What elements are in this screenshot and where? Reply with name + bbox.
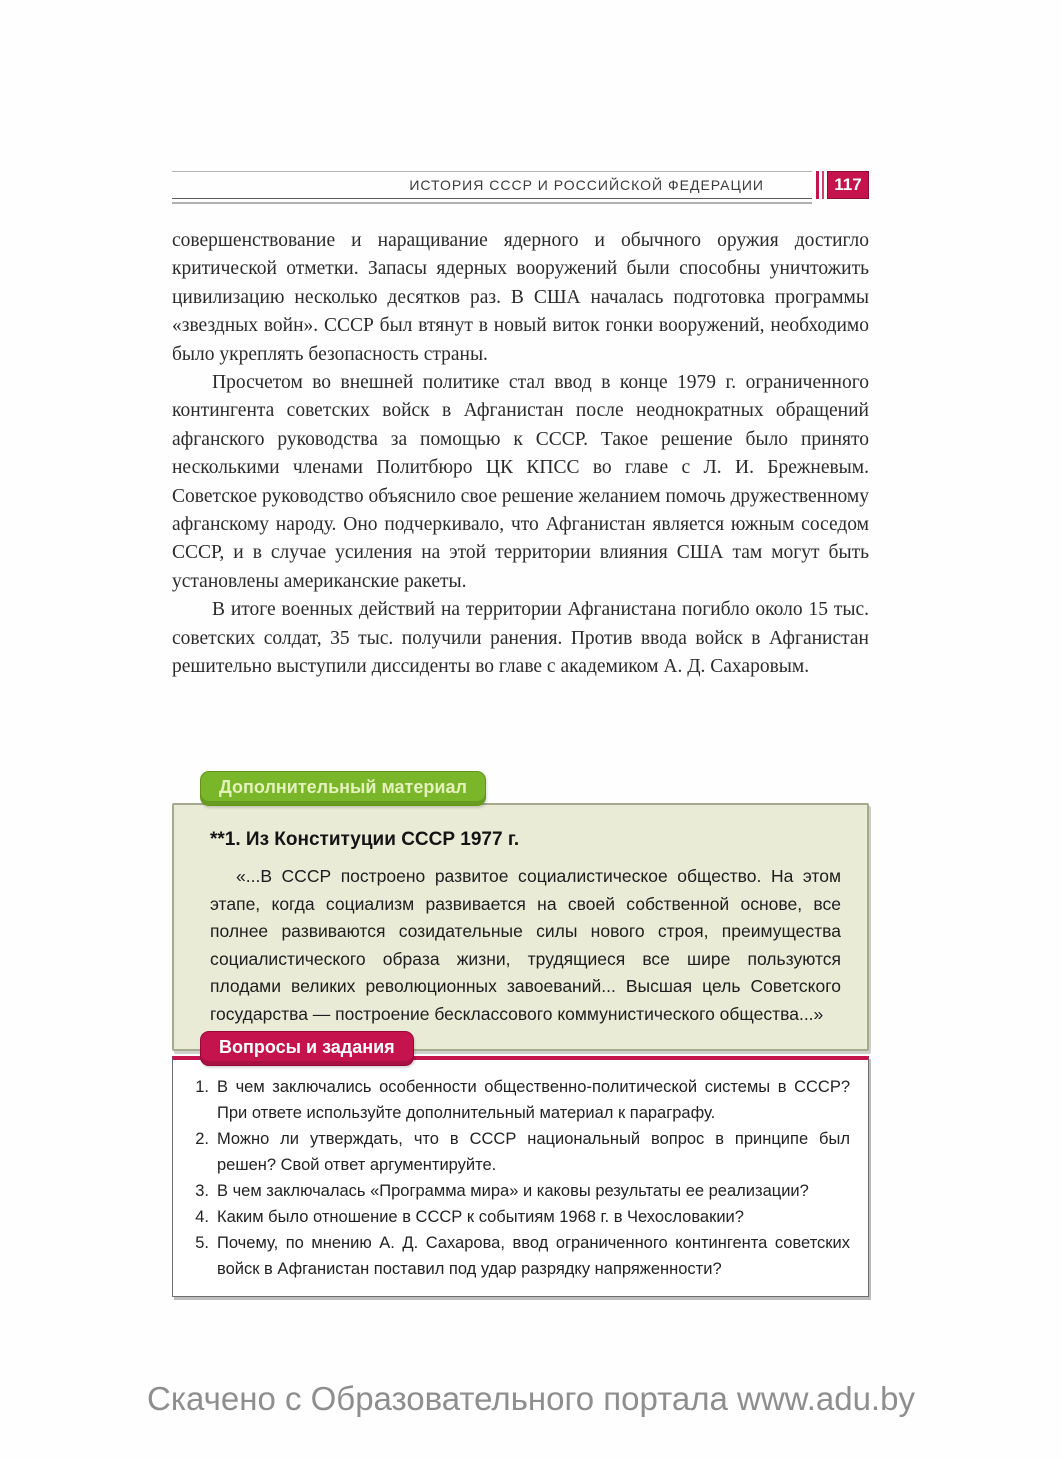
question-text: В чем заключалась «Программа мира» и каковы результаты ее реализации? <box>217 1182 809 1200</box>
page-number-bar <box>816 171 819 199</box>
running-header-title: ИСТОРИЯ СССР И РОССИЙСКОЙ ФЕДЕРАЦИИ <box>409 177 764 193</box>
questions-badge: Вопросы и задания <box>200 1031 414 1066</box>
questions-box <box>172 1056 869 1297</box>
question-text: В чем заключались особенности общественно-политической системы в СССР? При ответе используйте дополнительный материал к параграфу. <box>217 1078 850 1122</box>
question-item <box>185 1126 850 1178</box>
question-item <box>185 1074 850 1126</box>
supplement-badge: Дополнительный материал <box>200 771 486 806</box>
paragraph: совершенствование и наращивание ядерного и обычного оружия достигло критической отметки. Запасы ядерных вооружений были способны уничтожить цивилизацию несколько десятков раз. В США началась подготовка программы «звездных войн». СССР был втянут в новый виток гонки вооружений, необходимо было укреплять безопасность страны. <box>172 230 869 365</box>
paragraph: В итоге военных действий на территории Афганистана погибло около 15 тыс. советских солдат, 35 тыс. получили ранения. Против ввода войск в Афганистан решительно выступили диссиденты во главе с академиком А. Д. Сахаровым. <box>172 599 869 678</box>
question-item <box>185 1230 850 1282</box>
question-text: Почему, по мнению А. Д. Сахарова, ввод ограниченного контингента советских войск в Афганистан поставил под удар разрядку напряженности? <box>217 1234 850 1278</box>
supplement-heading: **1. Из Конституции СССР 1977 г. <box>210 829 520 850</box>
question-number: 3. <box>195 1182 209 1200</box>
question-number: 4. <box>195 1208 209 1226</box>
download-watermark: Скачено с Образовательного портала www.adu.by <box>147 1380 915 1417</box>
question-number: 1. <box>195 1078 209 1096</box>
page-number: 117 <box>827 171 869 199</box>
header-rule <box>172 198 812 202</box>
page-number-block <box>816 171 869 199</box>
question-item <box>185 1204 850 1230</box>
question-number: 5. <box>195 1234 209 1252</box>
question-text: Можно ли утверждать, что в СССР национальный вопрос в принципе был решен? Свой ответ аргументируйте. <box>217 1130 850 1174</box>
question-item <box>185 1178 850 1204</box>
running-header <box>172 171 812 199</box>
question-text: Каким было отношение в СССР к событиям 1968 г. в Чехословакии? <box>217 1208 744 1226</box>
paragraph: Просчетом во внешней политике стал ввод в конце 1979 г. ограниченного контингента советских войск в Афганистан после неоднократных обращений афганского руководства за помощью к СССР. Такое решение было принято несколькими членами Политбюро ЦК КПСС во главе с Л. И. Брежневым. Советское руководство объяснило свое решение желанием помочь дружественному афганскому народу. Оно подчеркивало, что Афганистан является южным соседом СССР, и в случае усиления на этой территории влияния США там могут быть установлены американские ракеты. <box>172 372 869 592</box>
body-text <box>172 227 869 682</box>
page-number-bar <box>822 171 824 199</box>
supplement-quote: «...В СССР построено развитое социалистическое общество. На этом этапе, когда социализм развивается на своей собственной основе, все полнее развиваются созидательные силы нового строя, преимущества социалистического образа жизни, трудящиеся все шире пользуются плодами великих революционных завоеваний... Высшая цель Советского государства — построение бесклассового коммунистического общества...» <box>210 866 841 1024</box>
supplement-box <box>172 803 869 1051</box>
question-number: 2. <box>195 1130 209 1148</box>
